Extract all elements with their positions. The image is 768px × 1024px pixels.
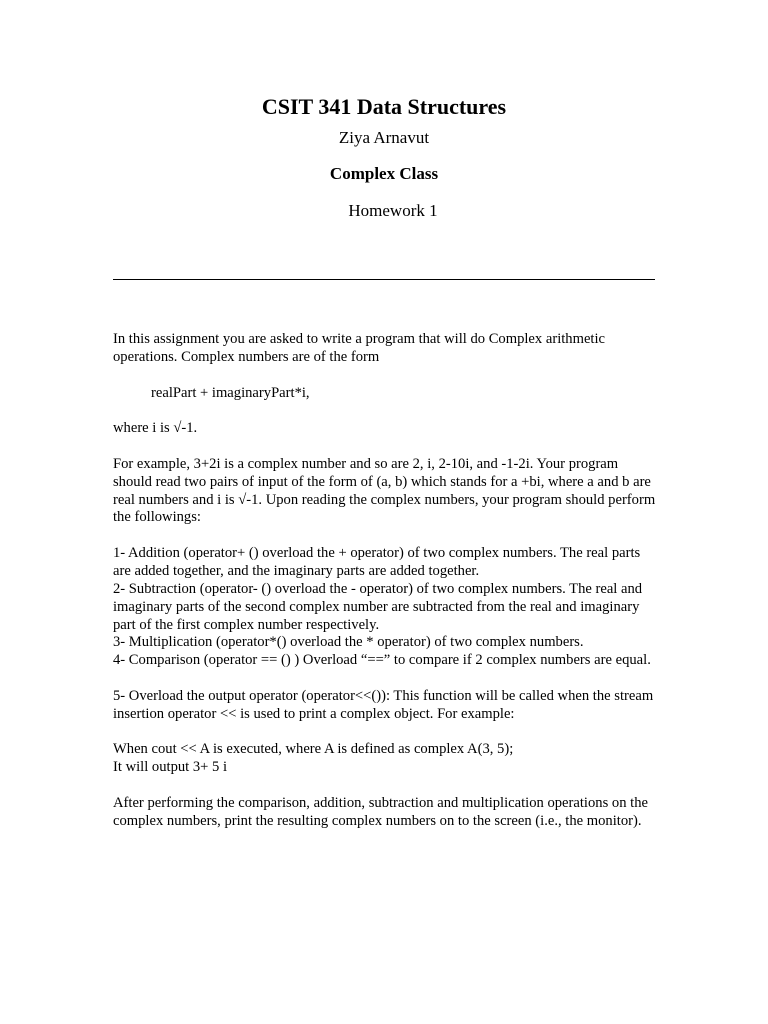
document-subtitle: Complex Class xyxy=(329,164,439,183)
complex-form-line: realPart + imaginaryPart*i, xyxy=(151,385,310,401)
list-item-comparison: 4- Comparison (operator == () ) Overload “==” to compare if 2 complex numbers are equal. xyxy=(113,652,651,668)
list-item-output-operator: 5- Overload the output operator (operator<<()): This function will be called when the stream insertion operator << is used to print a complex object. For example: xyxy=(113,688,654,722)
document-title: CSIT 341 Data Structures xyxy=(261,94,507,119)
author-name: Ziya Arnavut xyxy=(338,128,430,147)
list-item-subtraction: 2- Subtraction (operator- () overload the - operator) of two complex numbers. The real and imaginary parts of the second complex number are subtracted from the real and imaginary part of the first complex number respectively. xyxy=(113,581,643,633)
closing-paragraph: After performing the comparison, addition, subtraction and multiplication operations on the complex numbers, print the resulting complex numbers on to the screen (i.e., the monitor). xyxy=(113,795,648,829)
output-line: It will output 3+ 5 i xyxy=(113,759,228,775)
homework-label: Homework 1 xyxy=(348,201,438,220)
example-paragraph: For example, 3+2i is a complex number and so are 2, i, 2-10i, and -1-2i. Your program should read two pairs of input of the form of (a, b) which stands for a +bi, where a and b are real numbers and i is √-1. Upon reading the complex numbers, your program should perform the followings: xyxy=(113,456,656,526)
cout-line: When cout << A is executed, where A is defined as complex A(3, 5); xyxy=(113,741,514,757)
intro-paragraph: In this assignment you are asked to write a program that will do Complex arithmetic operations. Complex numbers are of the form xyxy=(113,331,606,365)
where-line: where i is √-1. xyxy=(113,420,198,436)
horizontal-divider xyxy=(113,279,655,280)
list-item-addition: 1- Addition (operator+ () overload the + operator) of two complex numbers. The real parts are added together, and the imaginary parts are added together. xyxy=(113,545,641,579)
list-item-multiplication: 3- Multiplication (operator*() overload the * operator) of two complex numbers. xyxy=(113,634,584,650)
